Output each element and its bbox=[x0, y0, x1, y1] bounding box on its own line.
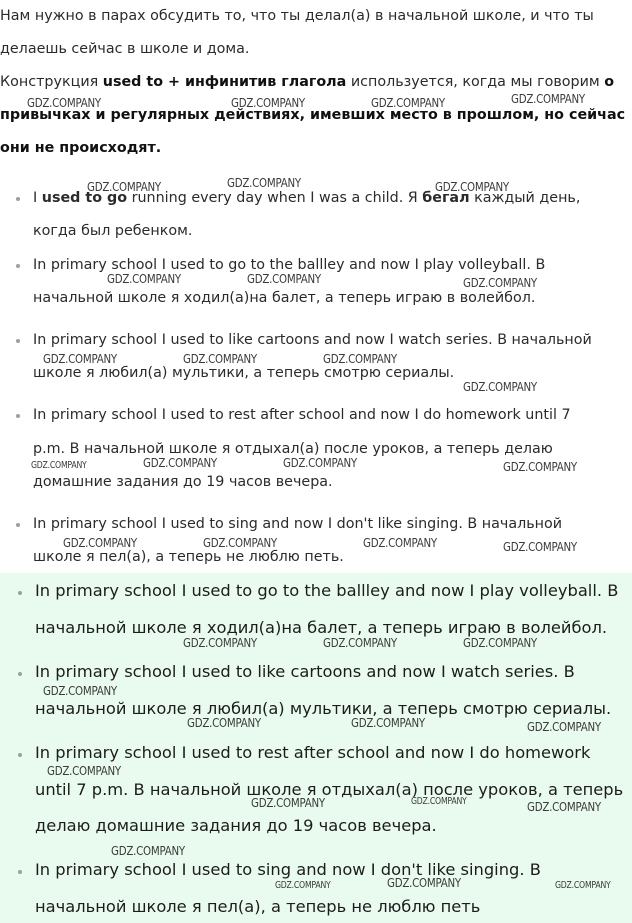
watermark: GDZ.COMPANY bbox=[247, 271, 321, 286]
list-text: каждый день, bbox=[469, 190, 581, 206]
watermark: GDZ.COMPANY bbox=[323, 351, 397, 366]
bullet-icon bbox=[18, 870, 22, 874]
bullet-icon bbox=[18, 672, 22, 676]
answer-line: начальной школе я ходил(а)на балет, а теперь играю в волейбол. bbox=[35, 618, 608, 637]
intro-line bbox=[0, 140, 161, 156]
watermark: GDZ.COMPANY bbox=[231, 95, 305, 110]
watermark: GDZ.COMPANY bbox=[47, 763, 121, 778]
watermark: GDZ.COMPANY bbox=[555, 880, 611, 891]
watermark: GDZ.COMPANY bbox=[43, 351, 117, 366]
bullet-icon bbox=[18, 753, 22, 757]
intro-bold: used to + инфинитив глагола bbox=[102, 74, 347, 90]
bullet-icon bbox=[16, 264, 20, 268]
watermark: GDZ.COMPANY bbox=[435, 179, 509, 194]
list-item-line: In primary school I used to sing and now I don't like singing. В начальной bbox=[33, 516, 563, 532]
answer-block bbox=[0, 573, 632, 923]
intro-text: используется, когда мы говорим bbox=[346, 74, 605, 90]
intro-bold: о bbox=[604, 74, 615, 90]
answer-line: In primary school I used to sing and now I don't like singing. В bbox=[35, 860, 541, 879]
bullet-icon bbox=[18, 591, 22, 595]
answer-line: until 7 p.m. В начальной школе я отдыхал(а) после уроков, а теперь bbox=[35, 780, 624, 799]
watermark: GDZ.COMPANY bbox=[183, 635, 257, 650]
answer-line: делаю домашние задания до 19 часов вечера. bbox=[35, 816, 437, 835]
list-text: running every day when I was a child. Я bbox=[127, 190, 423, 206]
watermark: GDZ.COMPANY bbox=[503, 539, 577, 554]
answer-line: In primary school I used to like cartoons and now I watch series. В bbox=[35, 662, 575, 681]
watermark: GDZ.COMPANY bbox=[527, 799, 601, 814]
list-item-line: когда был ребенком. bbox=[33, 223, 193, 239]
list-text: I bbox=[33, 190, 42, 206]
list-item-line: школе я пел(а), а теперь не люблю петь. bbox=[33, 549, 344, 565]
intro-text: Конструкция bbox=[0, 74, 103, 90]
watermark: GDZ.COMPANY bbox=[111, 843, 185, 858]
watermark: GDZ.COMPANY bbox=[275, 880, 331, 891]
watermark: GDZ.COMPANY bbox=[411, 796, 467, 807]
watermark: GDZ.COMPANY bbox=[371, 95, 445, 110]
watermark: GDZ.COMPANY bbox=[27, 95, 101, 110]
bullet-icon bbox=[16, 197, 20, 201]
answer-line: начальной школе я пел(а), а теперь не люблю петь bbox=[35, 897, 481, 916]
list-item-line bbox=[33, 190, 580, 206]
list-bold: used to go bbox=[41, 190, 128, 206]
list-item-line: In primary school I used to like cartoons and now I watch series. В начальной bbox=[33, 332, 592, 348]
list-item-line: домашние задания до 19 часов вечера. bbox=[33, 474, 333, 490]
answer-line: In primary school I used to rest after school and now I do homework bbox=[35, 743, 591, 762]
intro-bold: они не происходят. bbox=[0, 140, 162, 156]
watermark: GDZ.COMPANY bbox=[43, 683, 117, 698]
watermark: GDZ.COMPANY bbox=[527, 719, 601, 734]
watermark: GDZ.COMPANY bbox=[227, 175, 301, 190]
intro-line bbox=[0, 107, 625, 123]
list-bold: бегал bbox=[422, 190, 470, 206]
watermark: GDZ.COMPANY bbox=[187, 715, 261, 730]
watermark: GDZ.COMPANY bbox=[203, 535, 277, 550]
list-item-line: p.m. В начальной школе я отдыхал(а) после уроков, а теперь делаю bbox=[33, 441, 553, 457]
answer-line: начальной школе я любил(а) мультики, а теперь смотрю сериалы. bbox=[35, 699, 612, 718]
bullet-icon bbox=[16, 339, 20, 343]
watermark: GDZ.COMPANY bbox=[31, 460, 87, 471]
bullet-icon bbox=[16, 414, 20, 418]
intro-line bbox=[0, 74, 614, 90]
watermark: GDZ.COMPANY bbox=[463, 635, 537, 650]
watermark: GDZ.COMPANY bbox=[363, 535, 437, 550]
watermark: GDZ.COMPANY bbox=[511, 91, 585, 106]
watermark: GDZ.COMPANY bbox=[351, 715, 425, 730]
watermark: GDZ.COMPANY bbox=[143, 455, 217, 470]
intro-line: Нам нужно в парах обсудить то, что ты делал(а) в начальной школе, и что ты bbox=[0, 8, 594, 24]
watermark: GDZ.COMPANY bbox=[87, 179, 161, 194]
watermark: GDZ.COMPANY bbox=[387, 875, 461, 890]
watermark: GDZ.COMPANY bbox=[503, 459, 577, 474]
watermark: GDZ.COMPANY bbox=[183, 351, 257, 366]
bullet-icon bbox=[16, 523, 20, 527]
watermark: GDZ.COMPANY bbox=[463, 379, 537, 394]
watermark: GDZ.COMPANY bbox=[323, 635, 397, 650]
list-item-line: In primary school I used to rest after school and now I do homework until 7 bbox=[33, 407, 571, 423]
watermark: GDZ.COMPANY bbox=[283, 455, 357, 470]
list-item-line: начальной школе я ходил(а)на балет, а теперь играю в волейбол. bbox=[33, 290, 536, 306]
list-item-line: In primary school I used to go to the ballley and now I play volleyball. В bbox=[33, 257, 546, 273]
watermark: GDZ.COMPANY bbox=[107, 271, 181, 286]
watermark: GDZ.COMPANY bbox=[463, 275, 537, 290]
answer-line: In primary school I used to go to the ballley and now I play volleyball. В bbox=[35, 581, 619, 600]
intro-bold: привычках и регулярных действиях, имевших место в прошлом, но сейчас bbox=[0, 107, 626, 123]
watermark: GDZ.COMPANY bbox=[251, 795, 325, 810]
list-item-line: школе я любил(а) мультики, а теперь смотрю сериалы. bbox=[33, 365, 455, 381]
watermark: GDZ.COMPANY bbox=[63, 535, 137, 550]
intro-line: делаешь сейчас в школе и дома. bbox=[0, 41, 250, 57]
